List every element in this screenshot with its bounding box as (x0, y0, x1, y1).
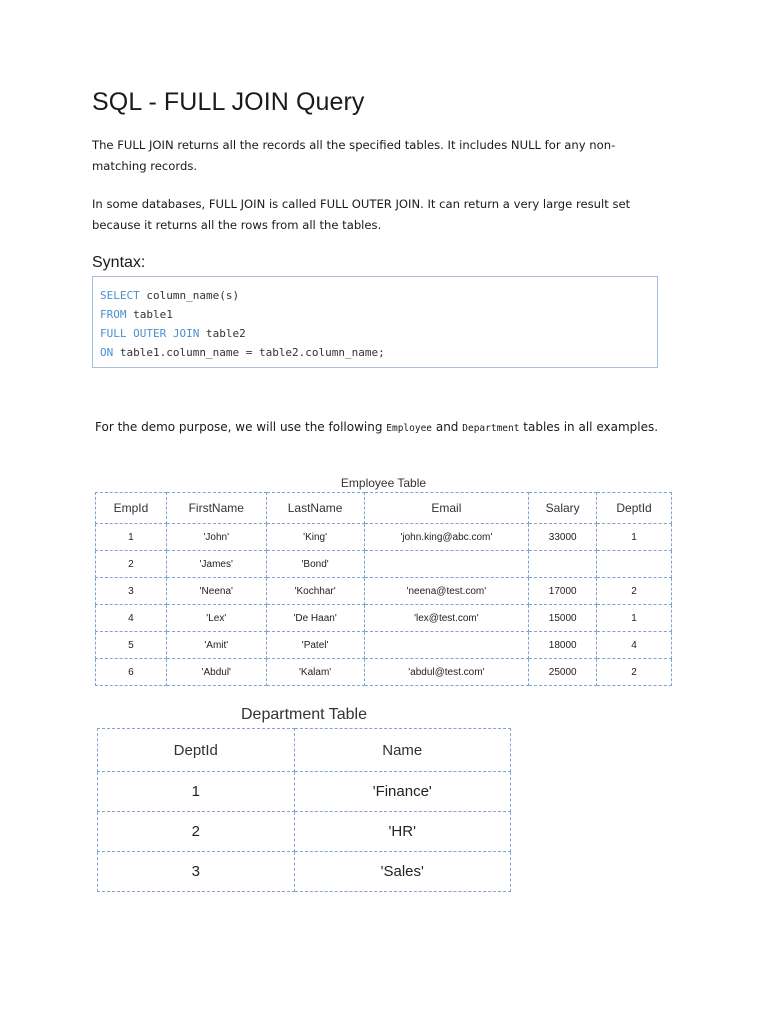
code-keyword: SELECT (100, 289, 140, 302)
table-cell: 6 (96, 659, 167, 686)
table-cell: 'abdul@test.com' (364, 659, 529, 686)
code-keyword: FULL OUTER JOIN (100, 327, 200, 340)
column-header: EmpId (96, 493, 167, 524)
code-text: column_name(s) (139, 289, 240, 302)
demo-text: For the demo purpose, we will use the following (95, 420, 387, 434)
department-table-caption: Department Table (241, 706, 367, 723)
table-cell: 15000 (529, 605, 597, 632)
table-cell: 'Neena' (166, 578, 266, 605)
table-cell: 'Amit' (166, 632, 266, 659)
table-cell: 1 (98, 772, 295, 812)
table-header-row (98, 729, 511, 772)
table-cell: 'De Haan' (266, 605, 364, 632)
table-cell: 'Kalam' (266, 659, 364, 686)
table-cell: 'Kochhar' (266, 578, 364, 605)
table-row (96, 551, 672, 578)
table-cell: 1 (597, 524, 672, 551)
table-cell: 4 (96, 605, 167, 632)
code-text: table2 (199, 327, 246, 340)
table-cell: 3 (96, 578, 167, 605)
inline-code-employee: Employee (386, 423, 433, 434)
table-row (98, 852, 511, 892)
table-row (98, 812, 511, 852)
code-keyword: ON (100, 346, 114, 359)
code-line (100, 324, 657, 343)
table-cell (529, 551, 597, 578)
table-cell: 'john.king@abc.com' (364, 524, 529, 551)
table-row (96, 632, 672, 659)
code-line (100, 305, 657, 324)
table-cell: 2 (98, 812, 295, 852)
column-header: FirstName (166, 493, 266, 524)
table-cell: 4 (597, 632, 672, 659)
page-title: SQL - FULL JOIN Query (92, 88, 365, 116)
table-row (96, 605, 672, 632)
demo-text: tables in all examples. (519, 420, 659, 434)
table-cell: 33000 (529, 524, 597, 551)
table-row (96, 578, 672, 605)
table-cell: 'John' (166, 524, 266, 551)
column-header: LastName (266, 493, 364, 524)
code-line (100, 286, 657, 305)
intro-paragraph-2: In some databases, FULL JOIN is called FULL OUTER JOIN. It can return a very large result set because it returns all the rows from all the tables. (92, 197, 631, 232)
column-header: DeptId (98, 729, 295, 772)
table-row (96, 659, 672, 686)
syntax-heading: Syntax: (92, 254, 146, 271)
code-text: table1 (126, 308, 173, 321)
table-row (96, 524, 672, 551)
table-cell (364, 551, 529, 578)
table-cell: 'Abdul' (166, 659, 266, 686)
table-cell: 2 (597, 578, 672, 605)
table-cell: 'Bond' (266, 551, 364, 578)
table-cell: 25000 (529, 659, 597, 686)
table-cell: 'neena@test.com' (364, 578, 529, 605)
column-header: Email (364, 493, 529, 524)
table-cell: 'HR' (294, 812, 511, 852)
table-cell: 3 (98, 852, 295, 892)
table-cell: 'King' (266, 524, 364, 551)
table-cell (597, 551, 672, 578)
table-header-row (96, 493, 672, 524)
column-header: Salary (529, 493, 597, 524)
column-header: DeptId (597, 493, 672, 524)
table-cell: 'James' (166, 551, 266, 578)
table-cell: 'Patel' (266, 632, 364, 659)
table-cell: 17000 (529, 578, 597, 605)
code-line (100, 343, 657, 362)
employee-table (95, 492, 672, 686)
table-cell: 5 (96, 632, 167, 659)
table-row (98, 772, 511, 812)
syntax-code-block (92, 276, 658, 368)
code-text: table1.column_name = table2.column_name; (113, 346, 385, 359)
table-cell (364, 632, 529, 659)
table-cell: 1 (597, 605, 672, 632)
department-table (97, 728, 511, 892)
intro-paragraph-1: The FULL JOIN returns all the records all the specified tables. It includes NULL for any non-matching records. (92, 138, 616, 173)
table-cell: 'Lex' (166, 605, 266, 632)
table-cell: 2 (597, 659, 672, 686)
demo-text: and (432, 420, 463, 434)
column-header: Name (294, 729, 511, 772)
table-cell: 'lex@test.com' (364, 605, 529, 632)
table-cell: 2 (96, 551, 167, 578)
table-cell: 'Finance' (294, 772, 511, 812)
code-keyword: FROM (100, 308, 127, 321)
demo-paragraph (95, 416, 671, 440)
table-cell: 18000 (529, 632, 597, 659)
table-cell: 1 (96, 524, 167, 551)
employee-table-caption: Employee Table (340, 476, 427, 490)
table-cell: 'Sales' (294, 852, 511, 892)
inline-code-department: Department (462, 423, 520, 434)
